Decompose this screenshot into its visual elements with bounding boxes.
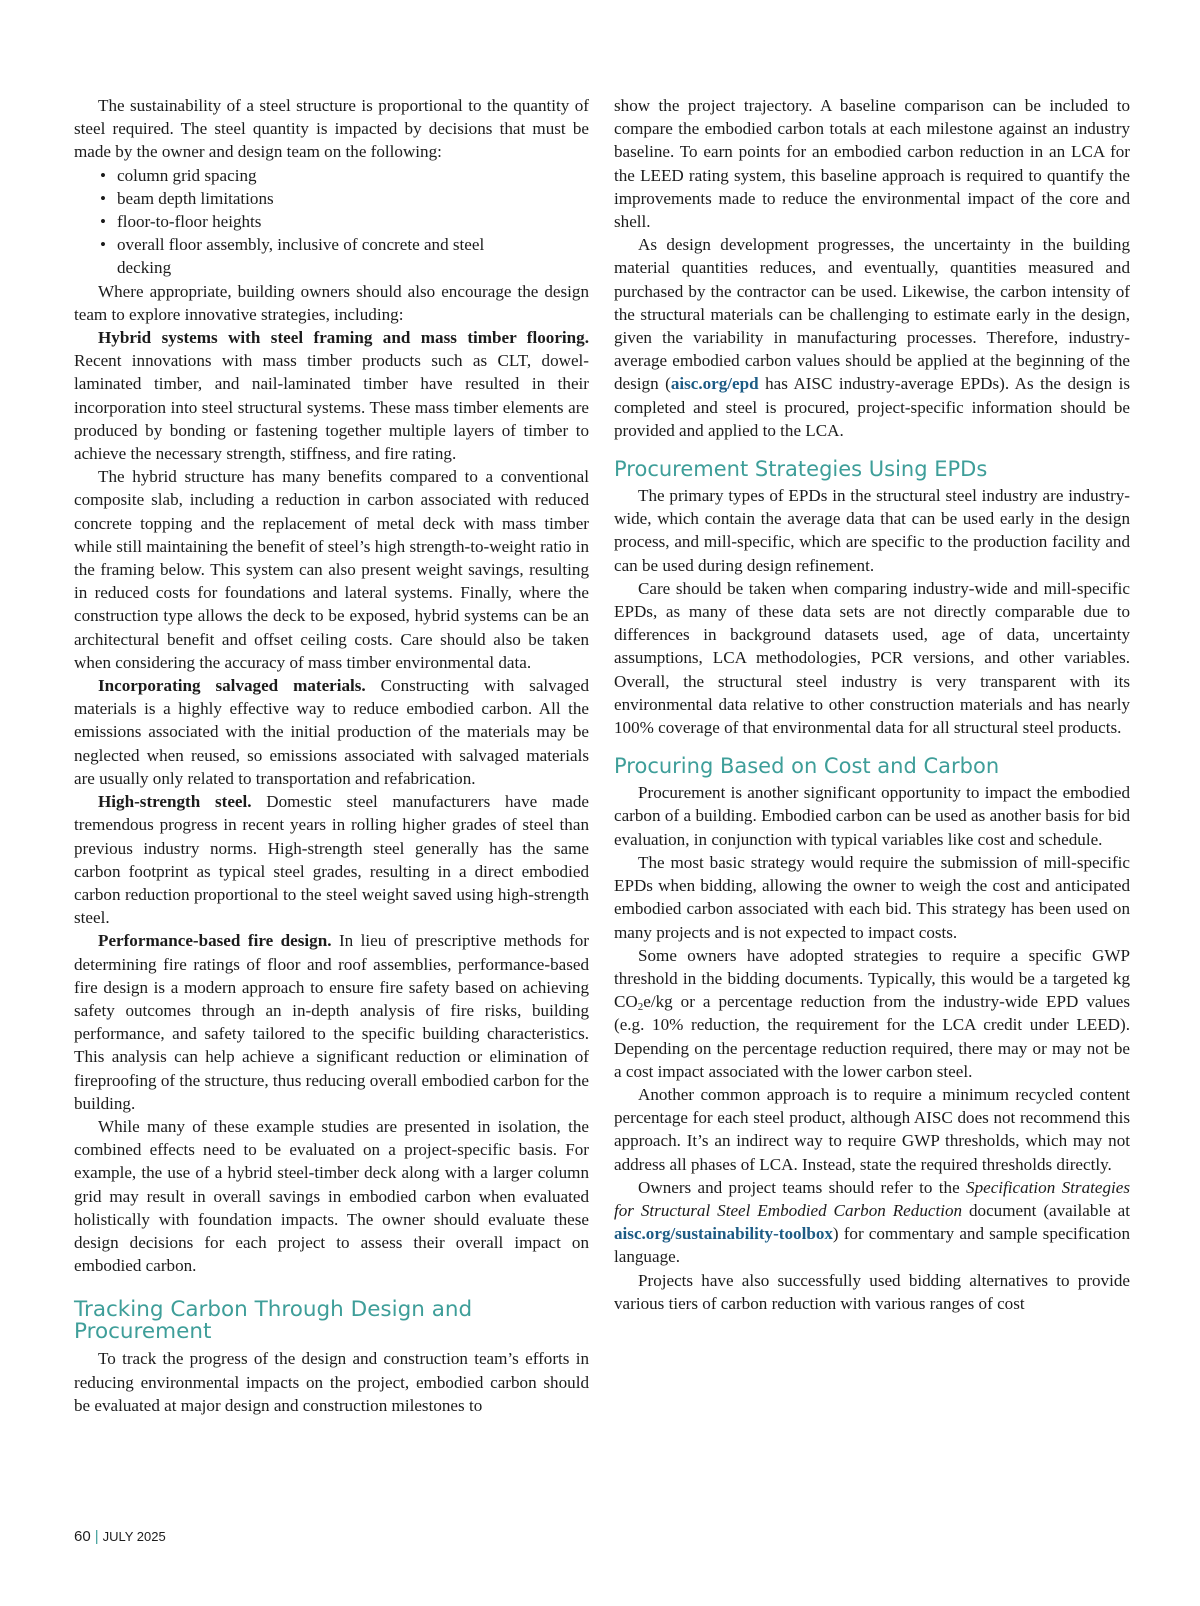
basic-strategy-paragraph: The most basic strategy would require the submission of mill-specific EPDs when bidding, allowing the owner to weigh the cost and anticipated embodied carbon associated with each bid. This strategy has been used on many projects and is not expected to impact costs. bbox=[614, 852, 1130, 942]
high-strength-paragraph: High-strength steel. Domestic steel manufacturers have made tremendous progress in recent years in rolling higher grades of steel than previous industry norms. High-strength steel generally has the same carbon footprint as typical steel grades, resulting in a direct embodied carbon reduction proportional to the steel weight saved using high-strength steel. bbox=[74, 792, 589, 928]
tracking-paragraph: To track the progress of the design and construction team’s efforts in reducing environmental impacts on the project, embodied carbon should be evaluated at major design and construction milestones to bbox=[74, 1349, 589, 1415]
bidding-paragraph: Projects have also successfully used bidding alternatives to provide various tiers of carbon reduction with various ranges of cost bbox=[614, 1270, 1130, 1313]
document-title: Specification Strategies for Structural Steel Embodied Carbon Reduction bbox=[614, 1177, 1130, 1220]
hybrid-structure-paragraph: The hybrid structure has many benefits compared to a conventional composite slab, including a reduction in carbon associated with reduced concrete topping and the replacement of metal deck with mass timber while still maintaining the benefit of steel’s high strength-to-weight ratio in the framing below. This system can also present weight savings, resulting in reduced costs for foundations and lateral systems. Finally, where the construction type allows the deck to be exposed, hybrid systems can be an architectural benefit and offset ceiling costs. Care should also be taken when considering the accuracy of mass timber environmental data. bbox=[74, 467, 589, 672]
bullet-list bbox=[74, 164, 589, 280]
intro-paragraph: The sustainability of a steel structure is proportional to the quantity of steel required. The steel quantity is impacted by decisions that must be made by the owner and design team on the following: bbox=[74, 96, 589, 162]
bullet-icon: • bbox=[100, 235, 106, 255]
list-item: • floor-to-floor heights bbox=[100, 210, 589, 233]
page-number: 60 bbox=[74, 1528, 91, 1545]
design-development-paragraph: As design development progresses, the uncertainty in the building material quantities reduces, and eventually, quantities measured and purchased by the contractor can be used. Likewise, the carbon intensity of the structural materials can be challenging to estimate early in the design, given the variability in manufacturing processes. Therefore, industry-average embodied carbon values should be applied at the beginning of the design (aisc.org/epd has AISC industry-average EPDs). As the design is completed and steel is procured, project-specific information should be provided and applied to the LCA. bbox=[614, 235, 1130, 440]
list-item: • overall floor assembly, inclusive of concrete and steel decking bbox=[100, 235, 485, 278]
combined-effects-paragraph: While many of these example studies are presented in isolation, the combined effects need to be evaluated on a project-specific basis. For example, the use of a hybrid steel-timber deck along with a larger column grid may result in overall savings in embodied carbon when evaluated holistically with foundation impacts. The owner should evaluate these design decisions for each project to assess their overall impact on embodied carbon. bbox=[74, 1116, 589, 1276]
owners-paragraph: Owners and project teams should refer to the Specification Strategies for Structural Steel Embodied Carbon Reduction document (available at aisc.org/sustainability-toolbox) for commentary and sample specification language. bbox=[614, 1177, 1130, 1267]
footer-separator: | bbox=[94, 1528, 99, 1545]
right-column bbox=[614, 94, 1130, 1315]
continued-paragraph: show the project trajectory. A baseline comparison can be included to compare the embodied carbon totals at each milestone against an industry baseline. To earn points for an embodied carbon reduction in an LCA for the LEED rating system, this baseline approach is required to quantify the improvements made to reduce the environmental impact of the core and shell. bbox=[614, 96, 1130, 232]
fire-design-title: Performance-based fire design. bbox=[98, 931, 332, 951]
issue-date: JULY 2025 bbox=[102, 1529, 166, 1544]
epd-link[interactable]: aisc.org/epd bbox=[670, 374, 759, 394]
care-paragraph: Care should be taken when comparing industry-wide and mill-specific EPDs, as many of these data sets are not directly comparable due to differences in background datasets used, age of data, uncertainty assumptions, LCA methodologies, PCR versions, and other variables. Overall, the structural steel industry is very transparent with its environmental data relative to other construction materials and has nearly 100% coverage of that environmental data for all structural steel products. bbox=[614, 578, 1130, 738]
section-heading-procurement-epds: Procurement Strategies Using EPDs bbox=[614, 457, 988, 482]
left-column bbox=[74, 94, 589, 1417]
recycled-content-paragraph: Another common approach is to require a minimum recycled content percentage for each steel product, although AISC does not recommend this approach. It’s an indirect way to require GWP thresholds, which may not address all phases of LCA. Instead, state the required thresholds directly. bbox=[614, 1084, 1130, 1174]
salvaged-paragraph: Incorporating salvaged materials. Constructing with salvaged materials is a highly effective way to reduce embodied carbon. All the emissions associated with the initial production of the materials may be neglected when reused, so emissions associated with salvaged materials are usually only related to transportation and refabrication. bbox=[74, 676, 589, 788]
procurement-paragraph: Procurement is another significant opportunity to impact the embodied carbon of a building. Embodied carbon can be used as another basis for bid evaluation, in conjunction with typical variables like cost and schedule. bbox=[614, 783, 1130, 849]
sustainability-toolbox-link[interactable]: aisc.org/sustainability-toolbox bbox=[614, 1224, 833, 1244]
fire-design-paragraph: Performance-based fire design. In lieu of prescriptive methods for determining fire ratings of floor and roof assemblies, performance-based fire design is a modern approach to ensure fire safety based on achieving safety outcomes through an in-depth analysis of fire risks, building performance, and safety tailored to the specific building characteristics. This analysis can help achieve a significant reduction or elimination of fireproofing of the structure, thus reducing overall embodied carbon for the building. bbox=[74, 931, 590, 1113]
section-heading-tracking: Tracking Carbon Through Design and Procurement bbox=[74, 1297, 473, 1345]
hybrid-title: Hybrid systems with steel framing and mass timber flooring. bbox=[98, 328, 589, 348]
page-footer bbox=[74, 1528, 166, 1545]
high-strength-title: High-strength steel. bbox=[98, 792, 252, 812]
strategies-paragraph: Where appropriate, building owners should also encourage the design team to explore innovative strategies, including: bbox=[74, 281, 589, 324]
bullet-icon: • bbox=[100, 165, 106, 185]
list-item: • column grid spacing bbox=[100, 164, 589, 187]
hybrid-paragraph: Hybrid systems with steel framing and mass timber flooring. Recent innovations with mass timber products such as CLT, dowel-laminated timber, and nail-laminated timber have resulted in their incorporation into steel structural systems. These mass timber elements are produced by bonding or fastening together multiple layers of timber to achieve the necessary strength, stiffness, and fire rating. bbox=[74, 328, 589, 464]
section-heading-cost-carbon: Procuring Based on Cost and Carbon bbox=[614, 754, 1000, 779]
bullet-icon: • bbox=[100, 212, 106, 232]
bullet-icon: • bbox=[100, 188, 106, 208]
epd-types-paragraph: The primary types of EPDs in the structural steel industry are industry-wide, which contain the average data that can be used early in the design process, and mill-specific, which are specific to the production facility and can be used during design refinement. bbox=[614, 486, 1130, 575]
gwp-threshold-paragraph: Some owners have adopted strategies to require a specific GWP threshold in the bidding documents. Typically, this would be a targeted kg $CO_2e/kg$ or a percentage reduction from the industry-wide EPD values (e.g. 10% reduction, the requirement for the LCA credit under LEED). Depending on the percentage reduction required, there may or may not be a cost impact associated with the lower carbon steel. bbox=[614, 945, 1130, 1081]
salvaged-title: Incorporating salvaged materials. bbox=[98, 676, 366, 696]
list-item: • beam depth limitations bbox=[100, 187, 589, 210]
